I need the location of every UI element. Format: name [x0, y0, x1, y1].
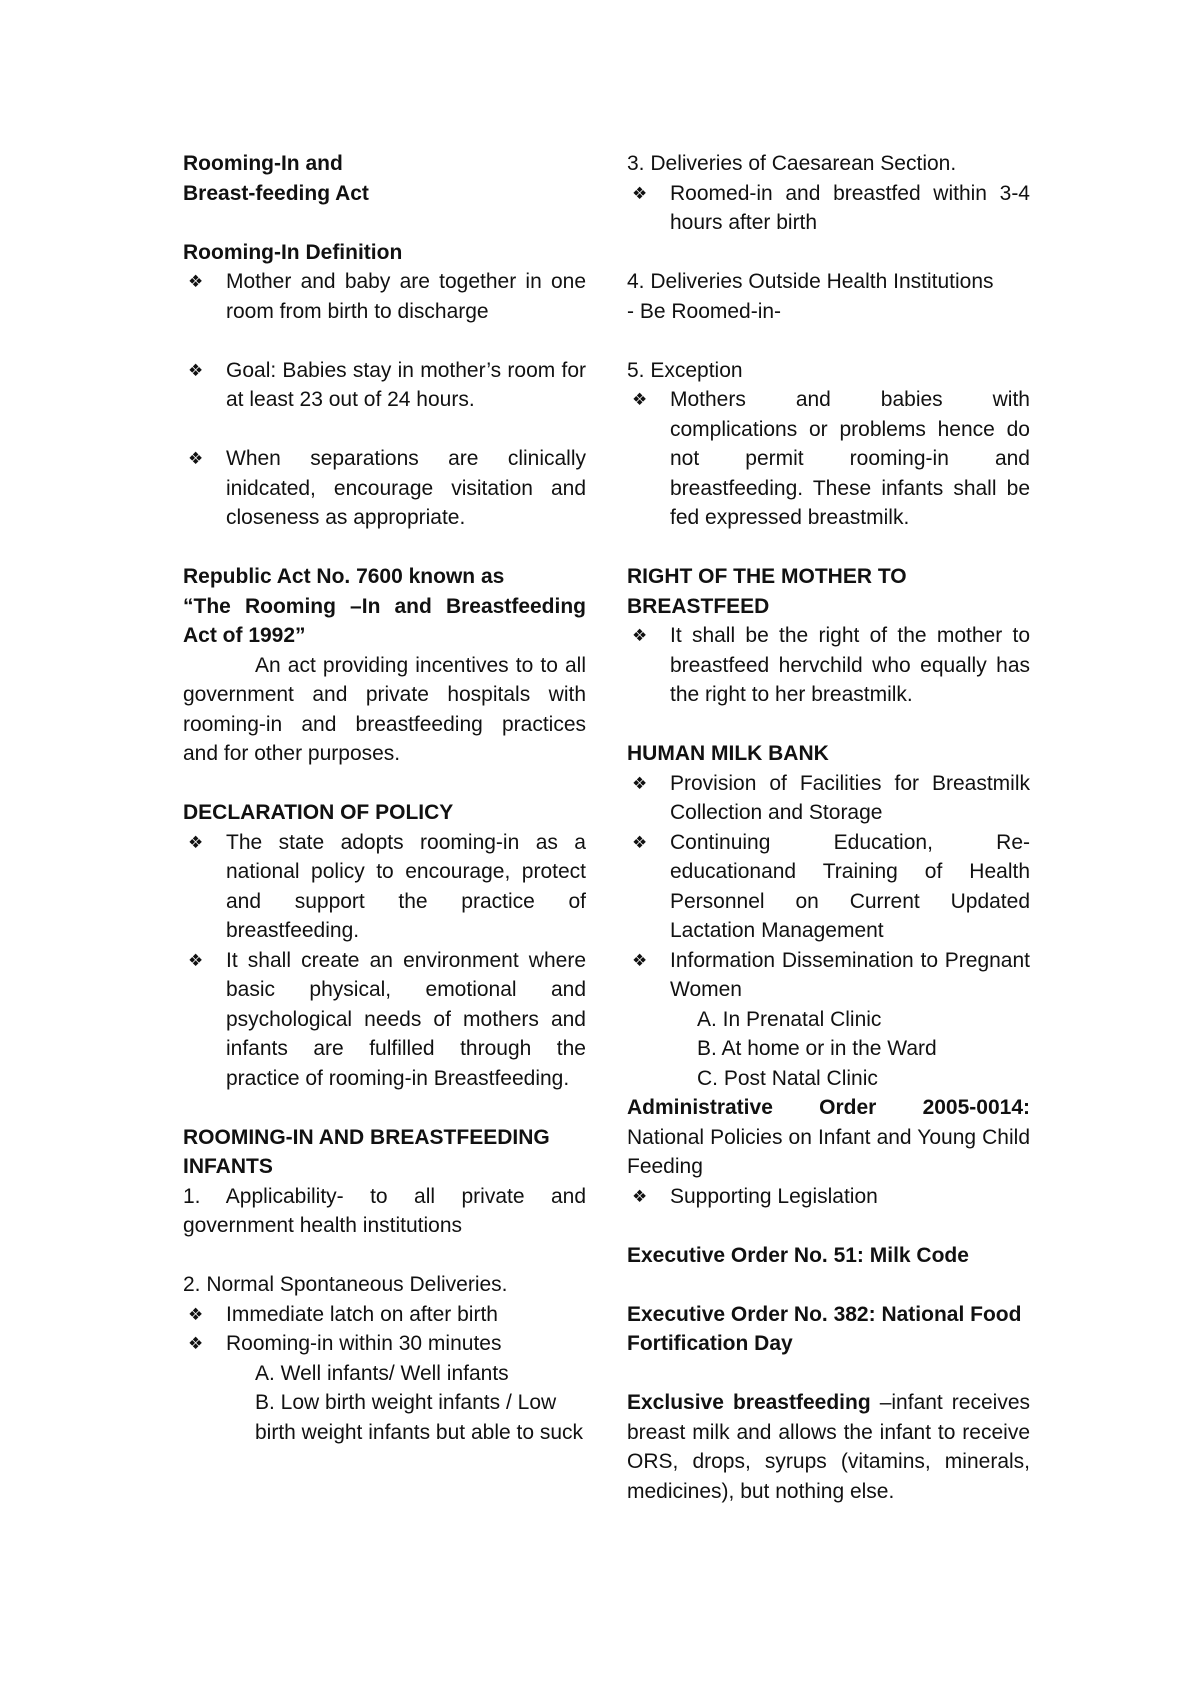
- administrative-order-description: National Policies on Infant and Young Child Feeding: [627, 1125, 1030, 1178]
- bullet-text: When separations are clinically inidcated, encourage visitation and closeness as appropriate.: [226, 447, 586, 529]
- sub-item: A. Well infants/ Well infants: [255, 1361, 509, 1385]
- milk-bank-bullet: [627, 828, 1030, 946]
- diamond-bullet-icon: ❖: [632, 183, 648, 203]
- infants-heading: ROOMING-IN AND BREASTFEEDING INFANTS: [183, 1125, 550, 1178]
- diamond-bullet-icon: ❖: [188, 950, 204, 970]
- republic-act-title: “The Rooming –In and Breastfeeding Act of 1992”: [183, 594, 586, 647]
- diamond-bullet-icon: ❖: [188, 832, 204, 852]
- normal-delivery-bullet: [183, 1329, 586, 1359]
- item-outside-institutions: 4. Deliveries Outside Health Institutions: [627, 270, 994, 293]
- document-title-line2: Breast-feeding Act: [183, 181, 369, 205]
- spacer: [183, 769, 586, 799]
- spacer: [627, 1270, 1030, 1300]
- administrative-order-title: Administrative Order 2005-0014:: [627, 1096, 1030, 1119]
- bullet-text: Supporting Legislation: [670, 1184, 878, 1208]
- diamond-bullet-icon: ❖: [188, 360, 204, 380]
- bullet-text: Goal: Babies stay in mother’s room for at least 23 out of 24 hours.: [226, 358, 586, 411]
- bullet-text: Roomed-in and breastfed within 3-4 hours after birth: [670, 181, 1030, 234]
- bullet-text: Rooming-in within 30 minutes: [226, 1332, 502, 1355]
- administrative-order-bullet: [627, 1182, 1030, 1212]
- item-outside-note: - Be Roomed-in-: [627, 299, 782, 323]
- spacer: [183, 1241, 586, 1271]
- spacer: [183, 533, 586, 563]
- spacer: [627, 710, 1030, 740]
- sub-item: B. Low birth weight infants / Low birth weight infants but able to suck: [255, 1391, 584, 1444]
- diamond-bullet-icon: ❖: [188, 1334, 204, 1353]
- spacer: [183, 208, 586, 238]
- spacer: [183, 415, 586, 445]
- definition-bullet: [183, 444, 586, 533]
- executive-order-382: Executive Order No. 382: National Food Fortification Day: [627, 1302, 1022, 1355]
- milk-bank-bullet: [627, 946, 1030, 1005]
- spacer: [183, 1093, 586, 1123]
- milk-bank-heading: HUMAN MILK BANK: [627, 742, 829, 765]
- policy-bullet: [183, 946, 586, 1094]
- diamond-bullet-icon: ❖: [632, 1186, 648, 1206]
- bullet-text: Mothers and babies with complications or problems hence do not permit rooming-in and breastfeeding. These infants shall be fed expressed breastmilk.: [670, 388, 1030, 529]
- diamond-bullet-icon: ❖: [632, 390, 648, 409]
- sub-item: C. Post Natal Clinic: [697, 1066, 878, 1090]
- republic-act-line1: Republic Act No. 7600 known as: [183, 565, 505, 588]
- policy-heading: DECLARATION OF POLICY: [183, 801, 454, 824]
- sub-item: A. In Prenatal Clinic: [697, 1007, 882, 1031]
- bullet-text: Information Dissemination to Pregnant Women: [670, 948, 1030, 1001]
- spacer: [627, 1211, 1030, 1241]
- diamond-bullet-icon: ❖: [632, 773, 648, 793]
- exception-bullet: [627, 385, 1030, 533]
- bullet-text: Mother and baby are together in one room from birth to discharge: [226, 270, 586, 323]
- bullet-text: It shall create an environment where basic physical, emotional and psychological needs of mothers and infants are fulfilled through the practice of rooming-in Breastfeeding.: [226, 948, 586, 1090]
- exclusive-breastfeeding-definition: –infant receives breast milk and allows the infant to receive ORS, drops, syrups (vitamins, minerals, medicines), but nothing else.: [627, 1391, 1030, 1503]
- spacer: [627, 1359, 1030, 1389]
- document-title-line1: Rooming-In and: [183, 152, 343, 175]
- item-exception: 5. Exception: [627, 358, 743, 382]
- diamond-bullet-icon: ❖: [188, 272, 204, 291]
- item-normal-deliveries: 2. Normal Spontaneous Deliveries.: [183, 1273, 508, 1296]
- item-applicability: 1. Applicability- to all private and government health institutions: [183, 1184, 586, 1237]
- diamond-bullet-icon: ❖: [632, 950, 648, 970]
- milk-bank-bullet: [627, 769, 1030, 828]
- left-column: [183, 149, 586, 1447]
- exclusive-breastfeeding-paragraph: [627, 1388, 1030, 1506]
- definition-bullet: [183, 267, 586, 326]
- mother-right-bullet: [627, 621, 1030, 710]
- mother-right-heading: RIGHT OF THE MOTHER TO BREASTFEED: [627, 565, 907, 618]
- diamond-bullet-icon: ❖: [188, 1304, 204, 1324]
- spacer: [627, 533, 1030, 563]
- item-caesarean: 3. Deliveries of Caesarean Section.: [627, 152, 957, 175]
- bullet-text: Immediate latch on after birth: [226, 1302, 498, 1326]
- diamond-bullet-icon: ❖: [632, 626, 648, 645]
- definition-bullet: [183, 356, 586, 415]
- spacer: [627, 238, 1030, 268]
- normal-delivery-bullet: [183, 1300, 586, 1330]
- bullet-text: It shall be the right of the mother to breastfeed hervchild who equally has the right to her breastmilk.: [670, 624, 1030, 706]
- executive-order-51: Executive Order No. 51: Milk Code: [627, 1243, 969, 1267]
- spacer: [183, 326, 586, 356]
- republic-act-description: An act providing incentives to to all government and private hospitals with rooming-in and breastfeeding practices and for other purposes.: [183, 653, 586, 765]
- definition-heading: Rooming-In Definition: [183, 240, 403, 264]
- caesarean-bullet: [627, 179, 1030, 238]
- bullet-text: Continuing Education, Re-educationand Training of Health Personnel on Current Updated Lactation Management: [670, 830, 1030, 942]
- sub-item: B. At home or in the Ward: [697, 1037, 937, 1060]
- spacer: [627, 326, 1030, 356]
- policy-bullet: [183, 828, 586, 946]
- exclusive-breastfeeding-term: Exclusive breastfeeding: [627, 1391, 871, 1414]
- diamond-bullet-icon: ❖: [188, 449, 204, 468]
- bullet-text: The state adopts rooming-in as a national policy to encourage, protect and support the practice of breastfeeding.: [226, 830, 586, 942]
- right-column: [627, 149, 1030, 1506]
- bullet-text: Provision of Facilities for Breastmilk Collection and Storage: [670, 771, 1030, 824]
- diamond-bullet-icon: ❖: [632, 832, 648, 852]
